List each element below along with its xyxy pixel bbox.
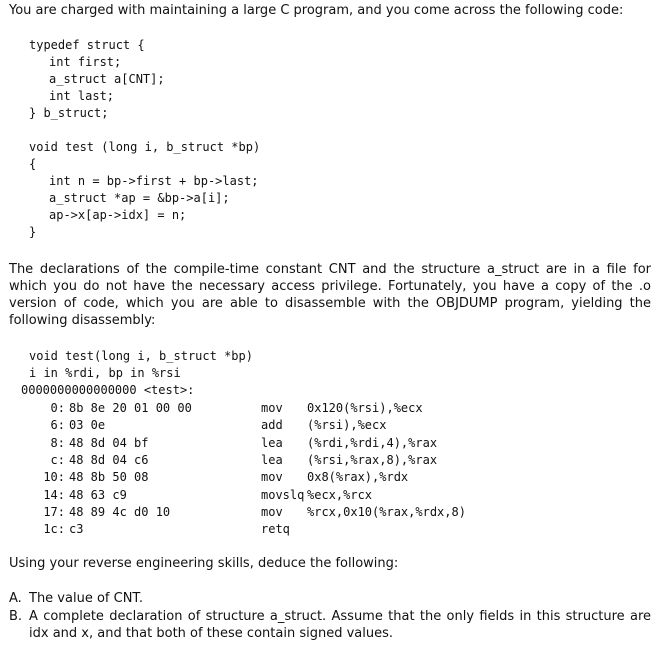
machine-bytes: 03 0e xyxy=(69,418,106,433)
source-code-block xyxy=(29,37,260,241)
disassembly-header-line: void test(long i, b_struct *bp) xyxy=(29,349,253,363)
question-intro: Using your reverse engineering skills, deduce the following: xyxy=(9,556,399,571)
offset-label: 6: xyxy=(50,418,65,433)
code-line: int first; xyxy=(49,55,122,69)
instruction-mnemonic: lea xyxy=(261,452,283,467)
instruction-operands: %ecx,%rcx xyxy=(307,487,373,502)
offset-label: 14: xyxy=(43,487,65,502)
question-item xyxy=(9,608,651,642)
machine-bytes: 8b 8e 20 01 00 00 xyxy=(69,401,192,415)
machine-bytes: 48 8d 04 bf xyxy=(69,435,149,450)
question-text: The value of CNT. xyxy=(29,591,143,606)
offset-label: c: xyxy=(50,452,65,467)
instruction-operands: 0x8(%rax),%rdx xyxy=(307,470,409,485)
offset-label: 10: xyxy=(43,470,65,485)
instruction-mnemonic: mov xyxy=(261,470,283,485)
disassembly-row xyxy=(29,469,449,486)
machine-bytes: 48 63 c9 xyxy=(69,487,127,502)
code-line: a_struct a[CNT]; xyxy=(49,72,165,86)
offset-label: 1c: xyxy=(43,522,65,537)
code-line: { xyxy=(29,157,37,171)
instruction-mnemonic: mov xyxy=(261,504,283,519)
code-line: a_struct *ap = &bp->a[i]; xyxy=(49,191,230,205)
instruction-operands: %rcx,0x10(%rax,%rdx,8) xyxy=(307,504,466,519)
machine-bytes: 48 8d 04 c6 xyxy=(69,452,149,467)
instruction-operands: (%rdi,%rdi,4),%rax xyxy=(307,435,438,450)
intro-paragraph: You are charged with maintaining a large C program, and you come across the following code: xyxy=(9,3,624,18)
offset-label: 17: xyxy=(43,504,65,519)
question-list xyxy=(9,590,651,643)
disassembly-row xyxy=(29,417,449,434)
code-line: int n = bp->first + bp->last; xyxy=(49,174,259,188)
disassembly-row xyxy=(29,504,466,521)
code-line: ap->x[ap->idx] = n; xyxy=(49,208,187,222)
machine-bytes: 48 8b 50 08 xyxy=(69,470,149,485)
disassembly-header xyxy=(21,348,253,399)
machine-bytes: 48 89 4c d0 10 xyxy=(69,504,171,519)
instruction-mnemonic: add xyxy=(261,418,283,433)
instruction-operands: 0x120(%rsi),%ecx xyxy=(307,401,423,415)
instruction-mnemonic: mov xyxy=(261,401,283,415)
disassembly-row xyxy=(29,435,449,452)
instruction-operands: (%rsi),%ecx xyxy=(307,418,387,433)
disassembly-header-line: i in %rdi, bp in %rsi xyxy=(29,366,181,380)
code-line: int last; xyxy=(49,89,115,103)
question-item xyxy=(9,590,651,607)
disassembly-row xyxy=(29,400,449,417)
code-line: } xyxy=(29,225,37,239)
code-line: typedef struct { xyxy=(29,38,145,52)
code-line xyxy=(29,122,260,139)
question-letter: B. xyxy=(9,609,23,624)
disassembly-row xyxy=(29,452,449,469)
code-line: } b_struct; xyxy=(29,106,109,120)
middle-paragraph: The declarations of the compile-time constant CNT and the structure a_struct are in a file for which you do not have the necessary access privilege. Fortunately, you have a copy of the .o version of code, which you are able to disassemble with the OBJDUMP program, yielding the following disassembly: xyxy=(9,262,651,328)
instruction-operands: (%rsi,%rax,8),%rax xyxy=(307,452,438,467)
offset-label: 0: xyxy=(50,401,65,415)
disassembly-header-line: 0000000000000000 <test>: xyxy=(21,383,195,397)
question-letter: A. xyxy=(9,591,22,606)
offset-label: 8: xyxy=(50,435,65,450)
instruction-mnemonic: retq xyxy=(261,522,290,537)
disassembly-row xyxy=(29,521,449,538)
disassembly-listing xyxy=(29,400,466,540)
instruction-mnemonic: movslq xyxy=(261,487,305,502)
instruction-mnemonic: lea xyxy=(261,435,283,450)
question-text: A complete declaration of structure a_struct. Assume that the only fields in this structure are idx and x, and that both of these contain signed values. xyxy=(29,609,651,641)
code-line: void test (long i, b_struct *bp) xyxy=(29,140,261,154)
disassembly-row xyxy=(29,487,449,504)
machine-bytes: c3 xyxy=(69,522,84,537)
